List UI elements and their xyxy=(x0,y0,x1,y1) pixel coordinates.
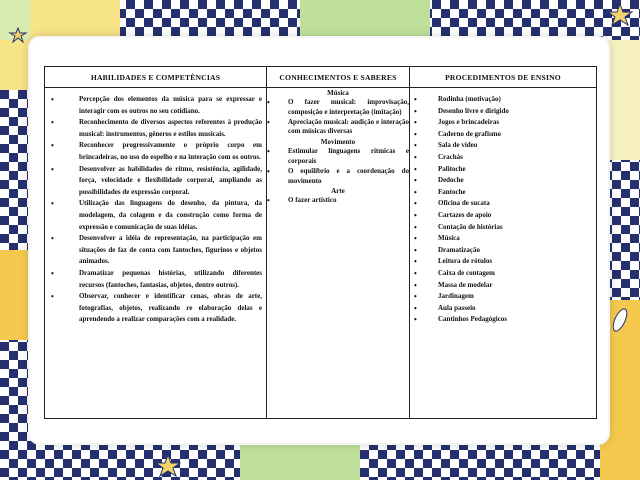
header-procedimentos: PROCEDIMENTOS DE ENSINO xyxy=(410,67,597,88)
list-item: • Massa de modelar xyxy=(414,280,592,292)
list-item: • Desenvolver as habilidades de ritmo, resistência, agilidade, força, velocidade e flexibilidade corporal, ampliando as possibilidades de expressão corporal. xyxy=(51,164,262,199)
conhecimentos-cell xyxy=(267,88,410,419)
list-item: • O equilíbrio e a coordenação do movimento xyxy=(267,167,409,187)
section-title-arte: Arte xyxy=(331,187,345,196)
section-title-movimento: Movimento xyxy=(320,138,356,147)
list-item: • Dramatização xyxy=(414,245,592,257)
list-item: • Fantoche xyxy=(414,187,592,199)
curriculum-table xyxy=(44,66,597,419)
list-item: • Cantinhos Pedagógicos xyxy=(414,314,592,326)
movimento-list xyxy=(267,147,409,186)
list-item: • Cartazes de apoio xyxy=(414,210,592,222)
list-item: • Aula passeio xyxy=(414,303,592,315)
list-item: • Rodinha (motivação) xyxy=(414,94,592,106)
list-item: • Música xyxy=(414,233,592,245)
list-item: • Caderno de grafismo xyxy=(414,129,592,141)
habilidades-cell xyxy=(45,88,267,419)
list-item: • Leitura de rótulos xyxy=(414,256,592,268)
list-item: • Contação de histórias xyxy=(414,222,592,234)
table-header-row xyxy=(45,67,597,88)
list-item: • Jogos e brincadeiras xyxy=(414,117,592,129)
list-item: • Oficina de sucata xyxy=(414,198,592,210)
header-conhecimentos: CONHECIMENTOS E SABERES xyxy=(267,67,410,88)
list-item: • Desenho livre e dirigido xyxy=(414,106,592,118)
procedimentos-cell xyxy=(410,88,597,419)
list-item: • O fazer artístico xyxy=(267,196,409,206)
procedimentos-list xyxy=(410,88,596,326)
list-item: • Reconhecimento de diversos aspectos referentes à produção musical: instrumentos, gêneros e estilos musicais. xyxy=(51,117,262,140)
list-item: • Observar, conhecer e identificar cenas, obras de arte, fotografias, objetos, realizando re elaboração delas e aprendendo a realizar comparações com a realidade. xyxy=(51,291,262,326)
list-item: • Palitoche xyxy=(414,164,592,176)
section-title-musica: Música xyxy=(327,89,349,97)
musica-list xyxy=(267,98,409,137)
list-item: • O fazer musical: improvisação, composição e interpretação (imitação) xyxy=(267,98,409,118)
arte-list xyxy=(267,196,409,206)
header-habilidades: HABILIDADES E COMPETÊNCIAS xyxy=(45,67,267,88)
list-item: • Crachás xyxy=(414,152,592,164)
list-item: • Percepção dos elementos da música para se expressar e interagir com os outros no seu cotidiano. xyxy=(51,94,262,117)
list-item: • Sala de vídeo xyxy=(414,140,592,152)
list-item: • Apreciação musical: audição e interação com músicas diversas xyxy=(267,118,409,138)
list-item: • Jardinagem xyxy=(414,291,592,303)
list-item: • Utilização das linguagens do desenho, da pintura, da modelagem, da colagem e da construção como forma de expressão e comunicação de suas idéias. xyxy=(51,198,262,233)
list-item: • Desenvolver a idéia de representação, na participação em situações de faz de conta com fantoches, figurinos e objetos animados. xyxy=(51,233,262,268)
list-item: • Dedoche xyxy=(414,175,592,187)
list-item: • Caixa de contagem xyxy=(414,268,592,280)
table-body-row xyxy=(45,88,597,419)
list-item: • Estimular linguagens rítmicas e corporais xyxy=(267,147,409,167)
content-sheet xyxy=(30,38,608,443)
list-item: • Reconhecer progressivamente o próprio corpo em brincadeiras, no uso do espelho e na interação com os outros. xyxy=(51,140,262,163)
habilidades-list xyxy=(45,88,266,326)
list-item: • Dramatizar pequenas histórias, utilizando diferentes recursos (fantoches, fantasias, objetos, dentre outros). xyxy=(51,268,262,291)
